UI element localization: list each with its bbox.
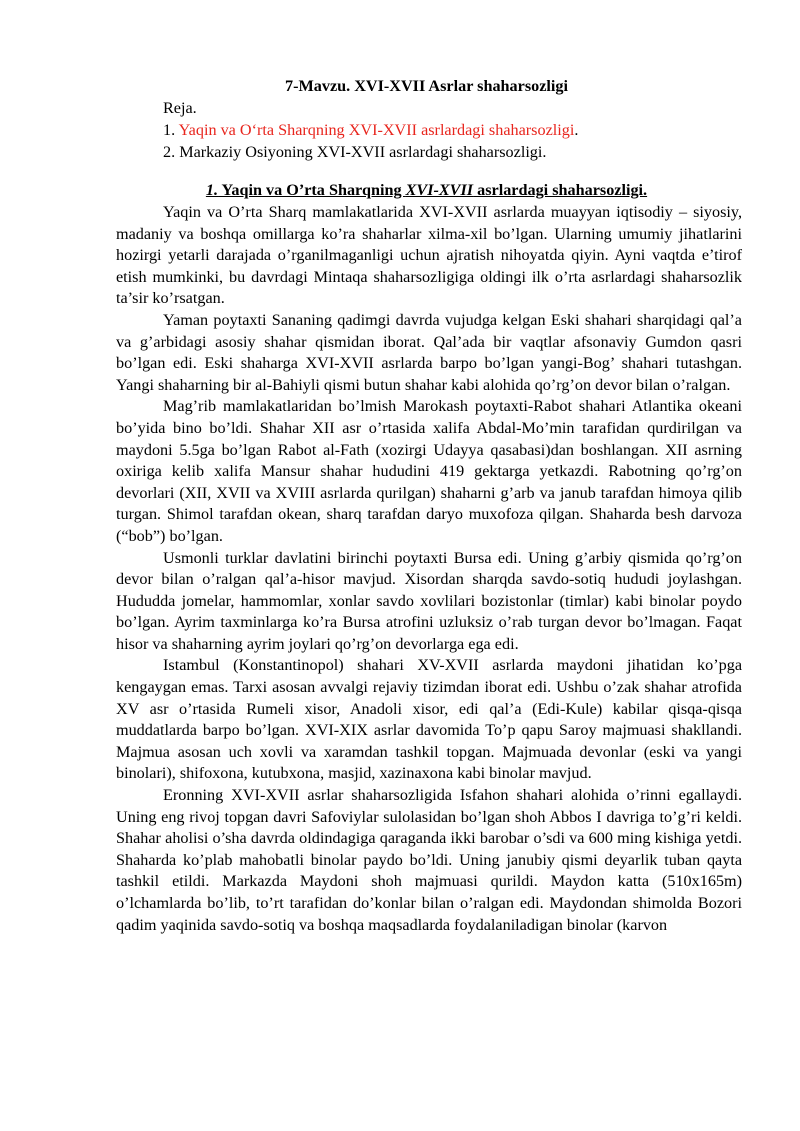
plan-item-1-text: Yaqin va O‘rta Sharqning XVI-XVII asrlardagi shaharsozligi: [178, 121, 575, 139]
paragraph: Yaqin va O’rta Sharq mamlakatlarida XVI-XVII asrlarda muayyan iqtisodiy – siyosiy, madaniy va boshqa omillarga ko’ra shaharlar xilma-xil bo’lgan. Ularning umumiy jihatlarini hozirgi yetarli darajada o’rganilmaganligi uchun ajratish nihoyatda qiyin. Ayni vaqtda e’tirof etish mumkinki, bu davrdagi Mintaqa shaharsozligiga oldingi ilk o’rta asrlardagi shaharsozlik ta’sir ko’rsatgan.: [116, 203, 742, 308]
paragraph: Mag’rib mamlakatlaridan bo’lmish Marokash poytaxti-Rabot shahari Atlantika okeani bo’yida bino bo’ldi. Shahar XII asr o’rtasida xalifa Abdal-Mo’min tarafidan qurdirilgan va maydoni 5.5ga bo’lgan Rabot al-Fath (xozirgi Udayya qasabasi)dan boshlangan. XII asrning oxiriga kelib xalifa Mansur shahar hududini 419 gektarga yetkazdi. Rabotning qo’rg’on devorlari (XII, XVII va XVIII asrlarda qurilgan) shaharni g’arb va janub tarafdan himoya qilib turgan. Shimol tarafdan okean, sharq tarafdan daryo muxofoza qilgan. Shaharda besh darvoza (“bob”) bo’lgan.: [116, 397, 742, 545]
body-text: [116, 202, 742, 936]
document-title: 7-Mavzu. XVI-XVII Asrlar shaharsozligi: [285, 77, 568, 95]
paragraph: Istambul (Konstantinopol) shahari XV-XVII asrlarda maydoni jihatidan ko’pga kengaygan emas. Tarxi asosan avvalgi rejaviy tizimdan iborat edi. Ushbu o’zak shahar atrofida XV asr o’rtasida Rumeli xisor, Anadoli xisor, edi qal’a (Edi-Kule) kabilar qisqa-qisqa muddatlarda barpo bo’lgan. XVI-XIX asrlar davomida To’p qapu Saroy majmuasi shakllandi. Majmua asosan uch xovli va xaramdan tashkil topgan. Majmuada devonlar (eski va yangi binolari), shifoxona, kutubxona, masjid, xazinaxona kabi binolar mavjud.: [116, 656, 742, 783]
plan-item-2: 2. Markaziy Osiyoning XVI-XVII asrlardagi shaharsozligi.: [163, 143, 547, 161]
plan-heading: Reja.: [163, 99, 197, 117]
paragraph: Yaman poytaxti Sananing qadimgi davrda vujudga kelgan Eski shahari sharqidagi qal’a va g’arbidagi asosiy shahar qismidan iborat. Qal’ada bir vaqtlar afsonaviy Gumdon qasri bo’lgan edi. Eski shaharga XVI-XVII asrlarda barpo bo’lgan yangi-Bog’ shahari tutashgan. Yangi shaharning bir al-Bahiyli qismi butun shahar kabi alohida qo’rg’on devor bilan o’ralgan.: [116, 310, 742, 394]
section-heading-part2: XVI-XVII: [405, 181, 474, 199]
paragraph: Usmonli turklar davlatini birinchi poytaxti Bursa edi. Uning g’arbiy qismida qo’rg’on devor bilan o’ralgan qal’a-hisor mavjud. Xisordan sharqda savdo-sotiq hududi joylashgan. Hududda jomelar, hammomlar, xonlar savdo xovlilari bozistonlar (timlar) kabi binolar poydo bo’lgan. Ayrim taxminlarga ko’ra Bursa atrofini uzluksiz o’rab turgan devor bo’lmagan. Faqat hisor va shaharning ayrim joylari qo’rg’on devorlarga ega edi.: [116, 548, 742, 653]
section-heading-part3: asrlardagi shaharsozligi.: [473, 181, 648, 199]
plan-item-1-end: .: [574, 121, 579, 139]
paragraph: Eronning XVI-XVII asrlar shaharsozligida Isfahon shahari alohida o’rinni egallaydi. Uning eng rivoj topgan davri Safoviylar sulolasidan bo’lgan shoh Abbos I davriga to’g’ri keldi. Shahar aholisi o’sha davrda oldindagiga qaraganda ikki barobar o’sdi va 600 ming kishiga yetdi. Shaharda ko’plab mahobatli binolar paydo bo’ldi. Uning janubiy qismi deyarlik tuban qayta tashkil etildi. Markazda Maydoni shoh majmuasi qurildi. Maydon katta (510x165m) o’lchamlarda bo’lib, to’rt tarafidan do’konlar bilan o’ralgan edi. Maydondan shimolda Bozori qadim yaqinida savdo-sotiq va boshqa maqsadlarda foydalaniladigan binolar (karvon: [116, 786, 742, 934]
section-heading-part1: Yaqin va O’rta Sharqning: [218, 181, 406, 199]
plan-item-1: [163, 120, 578, 142]
section-number: 1.: [205, 181, 219, 199]
plan-item-1-number: 1.: [163, 121, 179, 139]
section-heading: [0, 180, 800, 202]
